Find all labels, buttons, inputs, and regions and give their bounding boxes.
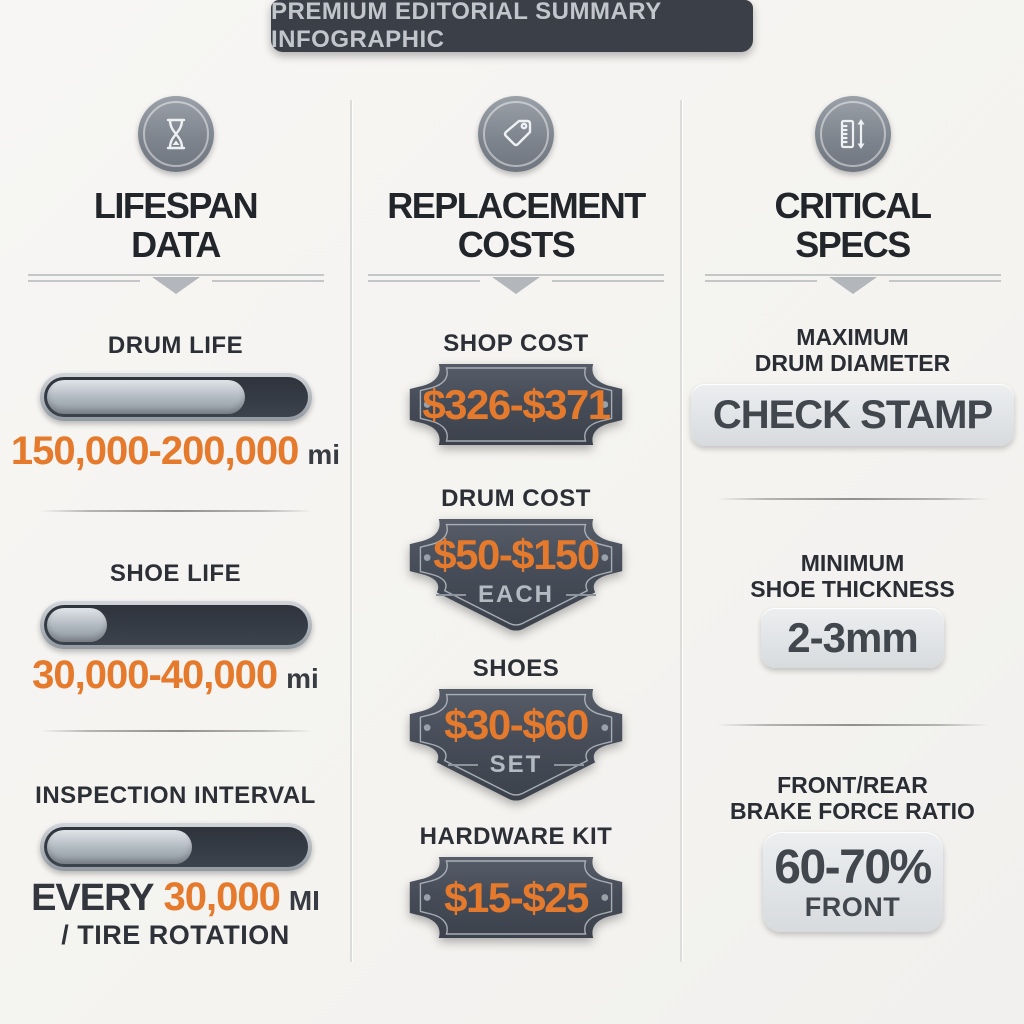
- section-divider: [717, 724, 989, 726]
- drum-life-bar-fill: [47, 380, 245, 414]
- icon-ring: [143, 101, 209, 167]
- shop-cost-badge: [404, 360, 628, 449]
- column-replacement-costs: [351, 0, 681, 951]
- triangle-down-icon: [829, 277, 877, 294]
- column-title: [775, 186, 931, 264]
- hourglass-icon: [138, 96, 214, 172]
- ruler-height-icon: [815, 96, 891, 172]
- shop-cost-value: $326-$371: [422, 380, 610, 428]
- inspection-interval-bar: [40, 823, 312, 871]
- drum-life-label: DRUM LIFE: [107, 332, 244, 359]
- title-line: COSTS: [457, 224, 575, 265]
- shop-cost-label: SHOP COST: [443, 330, 589, 357]
- drum-cost-badge: [404, 515, 628, 635]
- hardware-kit-label: HARDWARE KIT: [419, 823, 613, 850]
- drum-life-bar: [40, 373, 312, 421]
- inspection-interval-subtext: / TIRE ROTATION: [61, 920, 290, 950]
- brake-force-ratio-value-box: 60-70% FRONT: [763, 832, 943, 932]
- triangle-down-icon: [492, 277, 540, 294]
- column-title: [94, 186, 257, 264]
- shoe-life-bar-fill: [47, 608, 108, 642]
- price-tag-icon: [478, 96, 554, 172]
- column-title: [387, 186, 645, 264]
- drum-cost-label: DRUM COST: [441, 485, 591, 512]
- shoe-life-bar: [40, 601, 312, 649]
- drum-cost-unit: EACH: [436, 581, 596, 609]
- max-drum-diameter-value-box: CHECK STAMP: [691, 384, 1014, 446]
- triangle-down-icon: [152, 277, 200, 294]
- shoes-label: SHOES: [472, 655, 560, 682]
- icon-ring: [820, 101, 886, 167]
- title-line: REPLACEMENT: [387, 185, 645, 226]
- header-divider: [28, 274, 324, 296]
- shoes-unit: SET: [448, 751, 585, 779]
- drum-life-value: 150,000-200,000 mi: [10, 429, 341, 473]
- brake-force-ratio-label: FRONT/REAR BRAKE FORCE RATIO: [730, 772, 975, 824]
- header-divider: [705, 274, 1001, 296]
- hardware-kit-value: $15-$25: [444, 873, 588, 921]
- title-line: DATA: [131, 224, 220, 265]
- drum-cost-value: $50-$150: [433, 531, 599, 578]
- min-shoe-thickness-value-box: 2-3mm: [761, 608, 943, 668]
- section-divider: [717, 498, 989, 500]
- title-line: CRITICAL: [774, 185, 931, 226]
- header-divider: [368, 274, 664, 296]
- icon-ring: [483, 101, 549, 167]
- inspection-interval-label: INSPECTION INTERVAL: [35, 782, 316, 809]
- banner-title: PREMIUM EDITORIAL SUMMARY INFOGRAPHIC: [271, 0, 662, 53]
- max-drum-diameter-label: MAXIMUM DRUM DIAMETER: [754, 324, 951, 376]
- title-line: LIFESPAN: [93, 185, 258, 226]
- title-line: SPECS: [795, 224, 910, 265]
- min-shoe-thickness-label: MINIMUM SHOE THICKNESS: [750, 550, 955, 602]
- section-divider: [40, 510, 312, 512]
- inspection-interval-bar-fill: [47, 830, 192, 864]
- shoes-value: $30-$60: [444, 701, 588, 748]
- hardware-kit-badge: [404, 853, 628, 942]
- shoe-life-label: SHOE LIFE: [109, 560, 242, 587]
- shoe-life-value: 30,000-40,000 mi: [32, 653, 319, 697]
- column-critical-specs: [681, 0, 1024, 951]
- inspection-interval-value: EVERY 30,000 MI: [31, 875, 320, 919]
- section-divider: [40, 730, 312, 732]
- shoes-badge: [404, 685, 628, 805]
- column-lifespan-data: [0, 0, 351, 951]
